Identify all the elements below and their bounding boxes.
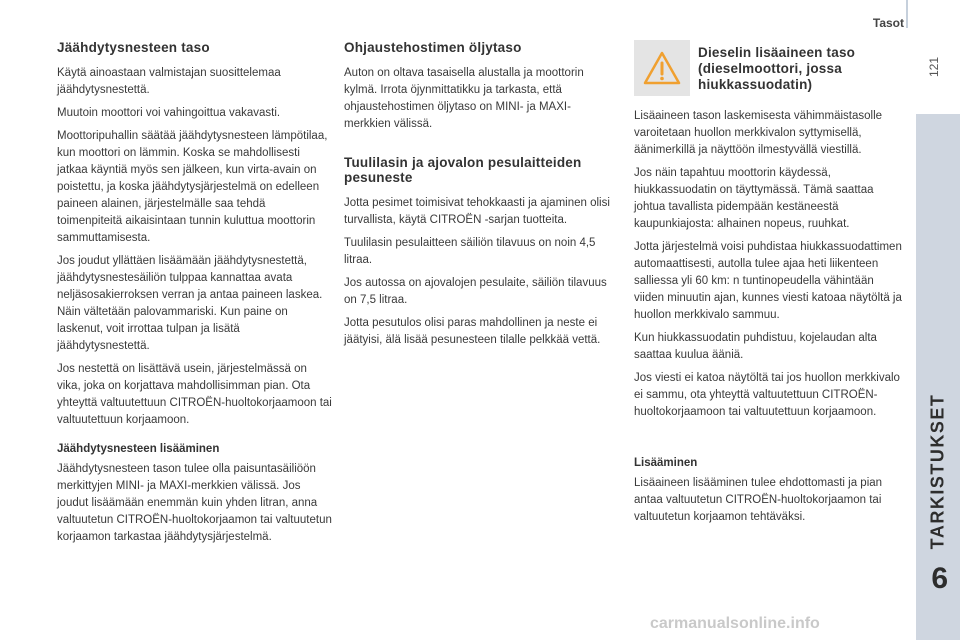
chapter-label-text: TARKISTUKSET [927,393,948,549]
steering-paragraph: Auton on oltava tasaisella alustalla ja moottorin kylmä. Irrota öjynmittatikku ja tarkasta, että ohjaustehostimen öljytaso on MINI- ja MAXI-merkkien välissä. [344,67,584,130]
coolant-paragraph: Jos joudut yllättäen lisäämään jäähdytysnestettä, jäähdytysnestesäiliön tulppaa kannattaa avata neljäsosakierroksen verran ja antaa paineen laskea. Näin vältetään palovammariski. Kun paine on laskenut, voit irrottaa tulpan ja lisätä jäähdytysnestettä. [57,255,323,352]
diesel-paragraph: Jos näin tapahtuu moottorin käydessä, hiukkassuodatin on täyttymässä. Tämä saattaa johtua tavallista pidempään kestäneestä kaupunkiajosta: alhainen nopeus, ruuhkat. [634,167,874,230]
coolant-paragraph: Moottoripuhallin säätää jäähdytysnesteen lämpötilaa, kun moottori on lämmin. Koska se mahdollisesti jatkaa käyntiä myös sen jälkeen, kun virta-avain on poistettu, ja koska jäähdytysjärjestelmä on edelleen paineen alainen, järjestelmälle saa tehdä toimenpiteitä aikaisintaan tunnin kuluttua moottorin sammuttamisesta. [57,130,328,244]
column-coolant [57,40,332,552]
diesel-additive-heading: Dieselin lisäaineen taso (dieselmoottori, jossa hiukkassuodatin) [698,45,856,92]
column-diesel-additive [634,40,904,532]
coolant-heading: Jäähdytysnesteen taso [57,40,210,55]
coolant-paragraph: Käytä ainoastaan valmistajan suosittelemaa jäähdytysnestettä. [57,67,281,96]
page-title: Tasot [872,16,904,30]
diesel-sub-paragraph: Lisäaineen lisääminen tulee ehdottomasti ja pian antaa valtuutetun CITROËN-huoltokorjaamon tai valtuutetun korjaamon tehtäväksi. [634,477,883,523]
coolant-paragraph: Jos nestettä on lisättävä usein, järjestelmässä on vika, joka on korjattava mahdollisimman pian. Ota yhteyttä valtuutettuun CITROËN-huoltokorjaamoon tai valtuutettuun korjaamoon. [57,363,332,426]
chapter-number: 6 [931,562,948,595]
washer-paragraph: Jos autossa on ajovalojen pesulaite, säiliön tilavuus on 7,5 litraa. [344,277,607,306]
header-divider [906,0,908,28]
diesel-paragraph: Jotta järjestelmä voisi puhdistaa hiukkassuodattimen automaattisesti, autolla tulee ajaa heti liikenteen salliessa yli 60 km: n tuntinopeudella vähintään viiden minuutin ajan, kunnes viesti katoaa näytöltä ja huollon merkkivalo sammuu. [634,241,902,321]
washer-paragraph: Jotta pesimet toimisivat tehokkaasti ja ajaminen olisi turvallista, käytä CITROËN -sarjan tuotteita. [344,197,610,226]
watermark: carmanualsonline.info [650,615,820,632]
diesel-subheading: Lisääminen [634,457,698,469]
chapter-label [924,393,952,549]
diesel-paragraph: Lisäaineen tason laskemisesta vähimmäistasolle varoitetaan huollon merkkivalon syttymisellä, äänimerkillä ja näyttöön ilmestyvällä viestillä. [634,110,883,156]
washer-heading: Tuulilasin ja ajovalon pesulaitteiden pesuneste [344,155,582,185]
washer-paragraph: Tuulilasin pesulaitteen säiliön tilavuus on noin 4,5 litraa. [344,237,596,266]
diesel-paragraph: Jos viesti ei katoa näytöltä tai jos huollon merkkivalo ei sammu, ota yhteyttä valtuutettuun CITROËN-huoltokorjaamoon tai valtuutettuun korjaamoon. [634,372,900,418]
page-number: 121 [926,56,941,78]
warning-header [634,40,904,96]
coolant-paragraph: Muutoin moottori voi vahingoittua vakavasti. [57,107,281,119]
coolant-subheading: Jäähdytysnesteen lisääminen [57,443,220,455]
diesel-paragraph: Kun hiukkassuodatin puhdistuu, kojelaudan alta saattaa kuulua ääniä. [634,332,877,361]
column-fluids [344,40,616,355]
warning-box [634,40,690,96]
washer-paragraph: Jotta pesutulos olisi paras mahdollinen ja neste ei jäätyisi, älä lisää pesunesteen tilalle pelkkää vettä. [344,317,601,346]
coolant-sub-paragraph: Jäähdytysnesteen tason tulee olla paisuntasäiliöön merkittyjen MINI- ja MAXI-merkkien välissä. Jos joudut lisäämään enemmän kuin yhden litran, anna valtuutetun CITROËN-huoltokorjaamon tai valtuutetun korjaamon tarkastaa jäähdytysjärjestelmä. [57,463,332,543]
steering-heading: Ohjaustehostimen öljytaso [344,40,522,55]
warning-triangle-icon [642,50,682,86]
